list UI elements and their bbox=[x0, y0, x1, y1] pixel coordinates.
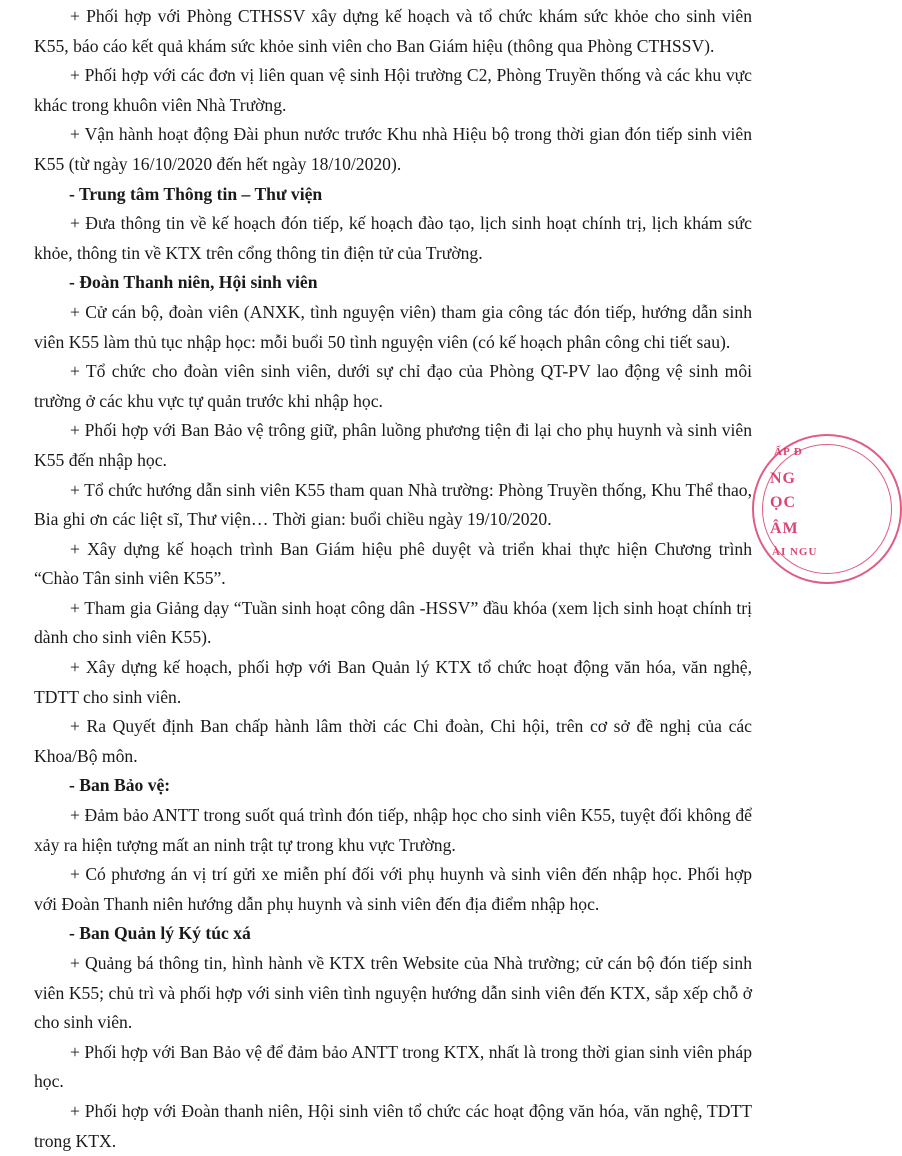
paragraph: + Cử cán bộ, đoàn viên (ANXK, tình nguyện viên) tham gia công tác đón tiếp, hướng dẫn sinh viên K55 làm thủ tục nhập học: mỗi buổi 50 tình nguyện viên (có kế hoạch phân công chi tiết sau). bbox=[34, 301, 752, 352]
paragraph: + Phối hợp với Ban Bảo vệ trông giữ, phân luồng phương tiện đi lại cho phụ huynh và sinh viên K55 đến nhập học. bbox=[34, 420, 752, 470]
section-heading: - Ban Bảo vệ: bbox=[69, 775, 171, 796]
paragraph: + Xây dựng kế hoạch, phối hợp với Ban Quản lý KTX tổ chức hoạt động văn hóa, văn nghệ, TDTT cho sinh viên. bbox=[34, 657, 752, 707]
paragraph: + Đưa thông tin về kế hoạch đón tiếp, kế hoạch đào tạo, lịch sinh hoạt chính trị, lịch khám sức khỏe, thông tin về KTX trên cổng thông tin điện tử của Trường. bbox=[34, 213, 752, 263]
paragraph: + Quảng bá thông tin, hình hành về KTX trên Website của Nhà trường; cử cán bộ đón tiếp sinh viên K55; chủ trì và phối hợp với sinh viên tình nguyện hướng dẫn sinh viên đến KTX, sắp xếp chỗ ở cho sinh viên. bbox=[34, 953, 752, 1033]
stamp-text-line: ÂM bbox=[770, 520, 799, 537]
paragraph: + Vận hành hoạt động Đài phun nước trước Khu nhà Hiệu bộ trong thời gian đón tiếp sinh viên K55 (từ ngày 16/10/2020 đến hết ngày 18/10/2020). bbox=[34, 124, 752, 174]
paragraph: + Ra Quyết định Ban chấp hành lâm thời các Chi đoàn, Chi hội, trên cơ sở đề nghị của các Khoa/Bộ môn. bbox=[34, 716, 752, 766]
stamp-text-line: NG bbox=[770, 470, 796, 487]
paragraph: + Tổ chức hướng dẫn sinh viên K55 tham quan Nhà trường: Phòng Truyền thống, Khu Thể thao, Bia ghi ơn các liệt sĩ, Thư viện… Thời gian: buổi chiều ngày 19/10/2020. bbox=[34, 479, 752, 530]
paragraph: + Phối hợp với Đoàn thanh niên, Hội sinh viên tổ chức các hoạt động văn hóa, văn nghệ, TDTT trong KTX. bbox=[34, 1100, 752, 1151]
section-heading: - Ban Quản lý Ký túc xá bbox=[69, 923, 251, 944]
paragraph: + Phối hợp với các đơn vị liên quan vệ sinh Hội trường C2, Phòng Truyền thống và các khu vực khác trong khuôn viên Nhà Trường. bbox=[34, 65, 752, 115]
stamp-text-line: ỌC bbox=[770, 494, 796, 511]
section-heading: - Đoàn Thanh niên, Hội sinh viên bbox=[69, 272, 318, 293]
paragraph: + Xây dựng kế hoạch trình Ban Giám hiệu phê duyệt và triển khai thực hiện Chương trình “Chào Tân sinh viên K55”. bbox=[34, 538, 752, 589]
paragraph: + Tham gia Giảng dạy “Tuần sinh hoạt công dân -HSSV” đầu khóa (xem lịch sinh hoạt chính trị dành cho sinh viên K55). bbox=[34, 597, 752, 648]
paragraph: + Tổ chức cho đoàn viên sinh viên, dưới sự chỉ đạo của Phòng QT-PV lao động vệ sinh môi trường ở các khu vực tự quản trước khi nhập học. bbox=[34, 361, 752, 411]
stamp-text-line: ÀI NGU bbox=[772, 546, 818, 558]
paragraph: + Phối hợp với Ban Bảo vệ để đảm bảo ANTT trong KTX, nhất là trong thời gian sinh viên pháp học. bbox=[34, 1041, 752, 1092]
paragraph: + Phối hợp với Phòng CTHSSV xây dựng kế hoạch và tổ chức khám sức khỏe cho sinh viên K55, báo cáo kết quả khám sức khỏe sinh viên cho Ban Giám hiệu (thông qua Phòng CTHSSV). bbox=[34, 6, 752, 56]
paragraph: + Đảm bảo ANTT trong suốt quá trình đón tiếp, nhập học cho sinh viên K55, tuyệt đối không để xảy ra hiện tượng mất an ninh trật tự trong khu vực Trường. bbox=[34, 805, 752, 855]
paragraph: + Có phương án vị trí gửi xe miễn phí đối với phụ huynh và sinh viên đến nhập học. Phối hợp với Đoàn Thanh niên hướng dẫn phụ huynh và sinh viên đến địa điểm nhập học. bbox=[34, 864, 752, 914]
document-body bbox=[34, 2, 752, 1156]
section-heading: - Trung tâm Thông tin – Thư viện bbox=[69, 183, 323, 204]
stamp-text-line: ẤP Đ bbox=[774, 446, 803, 458]
